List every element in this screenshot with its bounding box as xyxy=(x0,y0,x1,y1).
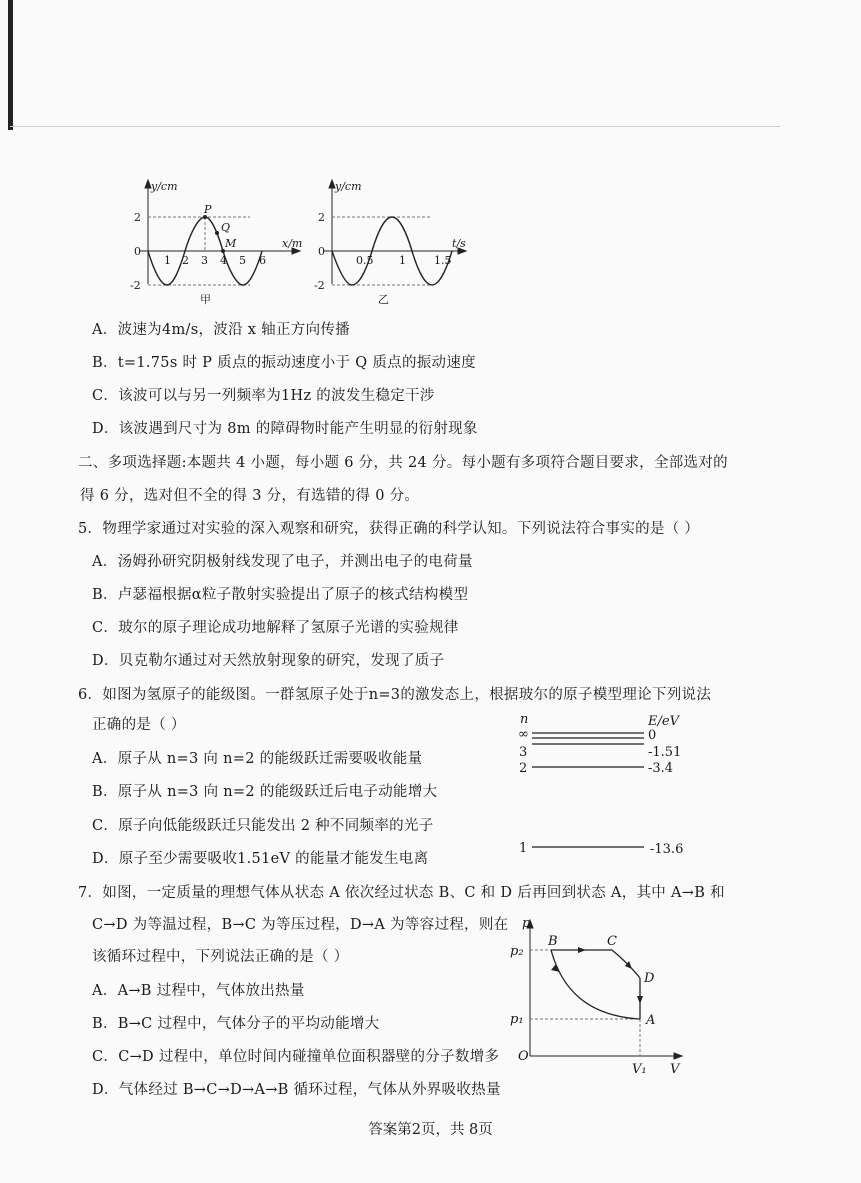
label-p: P xyxy=(204,203,212,216)
q6-option-c: C．原子向低能级跃迁只能发出 2 种不同频率的光子 xyxy=(92,818,434,834)
section2-line2: 得 6 分，选对但不全的得 3 分，有选错的得 0 分。 xyxy=(80,488,420,504)
section2-line1: 二、多项选择题:本题共 4 小题，每小题 6 分，共 24 分。每小题有多项符合题目要求，全部选对的 xyxy=(78,455,728,471)
q4-option-a: A．波速为4m/s，波沿 x 轴正方向传播 xyxy=(92,322,350,338)
q7-stem-cont2: 该循环过程中，下列说法正确的是（ ） xyxy=(92,949,349,965)
wave-graph-yi xyxy=(312,176,482,306)
e-label: E/eV xyxy=(648,714,679,729)
jia-xtick: 2 xyxy=(182,254,189,267)
yi-caption: 乙 xyxy=(378,293,389,306)
jia-ytick: -2 xyxy=(130,279,141,292)
q7-option-b: B．B→C 过程中，气体分子的平均动能增大 xyxy=(92,1016,380,1032)
yi-xlabel: t/s xyxy=(452,237,466,250)
yi-ytick: 2 xyxy=(318,211,325,224)
v1-label: V₁ xyxy=(632,1062,647,1077)
n-3: 3 xyxy=(519,745,528,760)
e-3: -1.51 xyxy=(648,745,682,760)
yi-ytick: -2 xyxy=(314,279,325,292)
point-q xyxy=(215,231,219,235)
q7-option-a: A．A→B 过程中，气体放出热量 xyxy=(92,983,305,999)
q7-stem-cont: C→D 为等温过程，B→C 为等压过程，D→A 为等容过程，则在 xyxy=(92,917,509,933)
label-q: Q xyxy=(221,221,231,234)
q4-option-b: B．t=1.75s 时 P 质点的振动速度小于 Q 质点的振动速度 xyxy=(92,355,476,371)
process-ab xyxy=(551,950,640,1019)
p-axis-label: p xyxy=(522,916,531,931)
jia-xlabel: x/m xyxy=(282,237,303,250)
yi-xtick: 1.5 xyxy=(434,254,452,267)
jia-ylabel: y/cm xyxy=(151,180,178,193)
yi-xtick: 1 xyxy=(399,254,406,267)
q5-stem: 5．物理学家通过对实验的深入观察和研究，获得正确的科学认知。下列说法符合事实的是（ ） xyxy=(78,521,700,537)
v-axis-label: V xyxy=(670,1062,680,1077)
jia-caption: 甲 xyxy=(200,293,211,306)
q7-option-d: D．气体经过 B→C→D→A→B 循环过程，气体从外界吸收热量 xyxy=(92,1082,501,1098)
arrow-ab xyxy=(551,964,560,972)
page-footer: 答案第2页，共 8页 xyxy=(368,1122,493,1138)
q6-option-d: D．原子至少需要吸收1.51eV 的能量才能发生电离 xyxy=(92,851,429,867)
wave-graph-jia xyxy=(128,176,308,306)
q4-option-d: D．该波遇到尺寸为 8m 的障碍物时能产生明显的衍射现象 xyxy=(92,421,478,437)
e-1: -13.6 xyxy=(650,842,684,857)
q7-stem: 7．如图，一定质量的理想气体从状态 A 依次经过状态 B、C 和 D 后再回到状态 A，其中 A→B 和 xyxy=(78,885,725,901)
q5-option-b: B．卢瑟福根据α粒子散射实验提出了原子的核式结构模型 xyxy=(92,587,469,603)
state-d: D xyxy=(644,971,655,986)
label-m: M xyxy=(225,237,237,250)
jia-ytick: 2 xyxy=(134,211,141,224)
jia-xtick: 4 xyxy=(220,254,227,267)
arrow-da xyxy=(637,996,643,1004)
energy-level-diagram xyxy=(512,708,692,863)
q7-option-c: C．C→D 过程中，单位时间内碰撞单位面积器壁的分子数增多 xyxy=(92,1049,500,1065)
q5-option-c: C．玻尔的原子理论成功地解释了氢原子光谱的实验规律 xyxy=(92,620,459,636)
n-2: 2 xyxy=(519,761,528,776)
origin-label: O xyxy=(518,1049,529,1064)
q6-option-b: B．原子从 n=3 向 n=2 的能级跃迁后电子动能增大 xyxy=(92,784,438,800)
n-1: 1 xyxy=(519,841,528,856)
arrow-bc xyxy=(578,947,586,953)
p1-label: p₁ xyxy=(510,1012,524,1027)
jia-xtick: 3 xyxy=(201,254,208,267)
n-label: n xyxy=(520,712,529,727)
q5-option-a: A．汤姆孙研究阴极射线发现了电子，并测出电子的电荷量 xyxy=(92,554,473,570)
q5-option-d: D．贝克勒尔通过对天然放射现象的研究，发现了质子 xyxy=(92,653,445,669)
yi-ytick: 0 xyxy=(318,245,325,258)
jia-xtick: 6 xyxy=(259,254,266,267)
state-b: B xyxy=(548,934,558,949)
yi-xtick: 0.5 xyxy=(356,254,374,267)
q4-option-c: C．该波可以与另一列频率为1Hz 的波发生稳定干涉 xyxy=(92,388,435,404)
e-2: -3.4 xyxy=(648,761,674,776)
jia-xtick: 5 xyxy=(239,254,246,267)
pv-diagram xyxy=(508,912,688,1080)
state-a: A xyxy=(646,1013,656,1028)
jia-xtick: 1 xyxy=(164,254,171,267)
q6-option-a: A．原子从 n=3 向 n=2 的能级跃迁需要吸收能量 xyxy=(92,751,423,767)
jia-ytick: 0 xyxy=(134,245,141,258)
state-c: C xyxy=(607,934,617,949)
q6-stem-cont: 正确的是（ ） xyxy=(92,717,186,733)
scan-edge xyxy=(8,0,13,130)
q6-stem: 6．如图为氢原子的能级图。一群氢原子处于n=3的激发态上，根据玻尔的原子模型理论下列说法 xyxy=(78,687,712,703)
e-infinity: 0 xyxy=(648,728,657,743)
process-cd xyxy=(612,950,640,978)
p2-label: p₂ xyxy=(510,944,524,959)
scan-divider xyxy=(10,126,780,127)
yi-ylabel: y/cm xyxy=(335,180,362,193)
n-infinity: ∞ xyxy=(518,727,529,742)
